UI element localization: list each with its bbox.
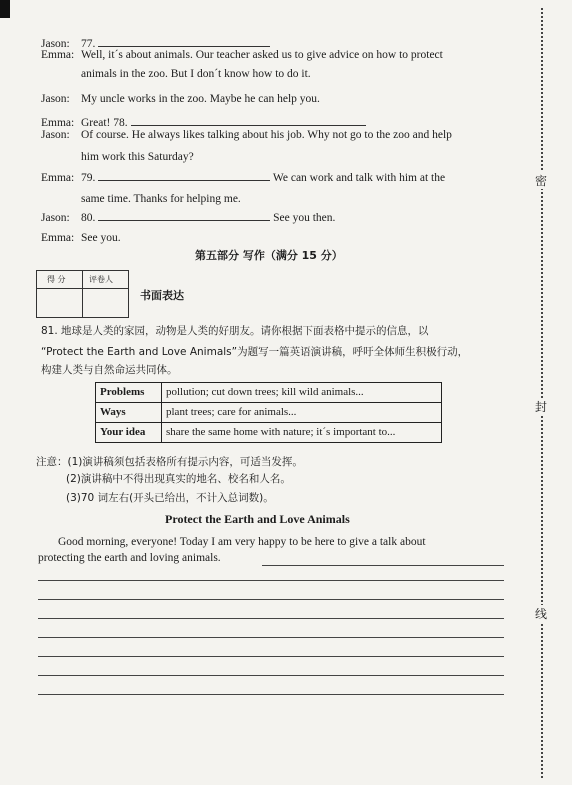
grader-input[interactable]: [84, 290, 127, 316]
score-box: [36, 270, 129, 318]
table-key: Problems: [96, 383, 162, 403]
line-text: Great! 78.: [81, 117, 128, 129]
writing-line[interactable]: [262, 565, 504, 566]
answer-blank-80[interactable]: [98, 210, 270, 221]
binding-char: 线: [532, 605, 550, 622]
speaker: Emma:: [41, 232, 75, 244]
dialogue-line-80: [41, 210, 335, 225]
speaker: Jason:: [41, 212, 70, 224]
subheading: 书面表达: [140, 289, 184, 302]
writing-line[interactable]: [38, 694, 504, 695]
table-row: [96, 383, 442, 403]
dialogue-continuation: animals in the zoo. But I don´t know how to do it.: [81, 68, 311, 80]
note-line: (3)70 词左右(开头已给出，不计入总词数)。: [66, 492, 274, 504]
line-text: My uncle works in the zoo. Maybe he can help you.: [81, 93, 320, 105]
writing-line[interactable]: [38, 599, 504, 600]
binding-dotted-line: [541, 8, 543, 778]
table-value: plant trees; care for animals...: [162, 403, 442, 423]
line-text: 80.: [81, 212, 96, 224]
dialogue-line: [41, 48, 443, 62]
speaker: Emma:: [41, 172, 75, 184]
line-text-after: We can work and talk with him at the: [272, 172, 446, 184]
writing-line[interactable]: [38, 675, 504, 676]
binding-char: 封: [532, 398, 550, 415]
note-line: (2)演讲稿中不得出现真实的地名、校名和人名。: [66, 473, 291, 485]
line-text: Of course. He always likes talking about his job. Why not go to the zoo and help: [81, 129, 452, 141]
note-line: 注意：(1)演讲稿须包括表格所有提示内容，可适当发挥。: [36, 456, 303, 468]
line-text: Well, it´s about animals. Our teacher asked us to give advice on how to protect: [81, 49, 443, 61]
essay-opening-line: Good morning, everyone! Today I am very happy to be here to give a talk about: [58, 536, 426, 548]
question-line: 81. 地球是人类的家园，动物是人类的好朋友。请你根据下面表格中提示的信息，以: [41, 325, 429, 337]
score-box-divider: [82, 271, 83, 317]
answer-blank-79[interactable]: [98, 170, 270, 181]
dialogue-line: [41, 92, 320, 106]
table-value: pollution; cut down trees; kill wild animals...: [162, 383, 442, 403]
line-text: 77.: [81, 38, 96, 50]
speaker: Jason:: [41, 129, 70, 141]
table-key: Your idea: [96, 423, 162, 443]
writing-line[interactable]: [38, 656, 504, 657]
table-row: [96, 423, 442, 443]
score-input[interactable]: [38, 290, 81, 316]
dialogue-line: [41, 231, 121, 245]
binding-char: 密: [532, 172, 550, 189]
writing-line[interactable]: [38, 580, 504, 581]
table-key: Ways: [96, 403, 162, 423]
line-text-after: See you then.: [273, 212, 336, 224]
speaker: Jason:: [41, 38, 70, 50]
speaker: Emma:: [41, 49, 75, 61]
dialogue-continuation: same time. Thanks for helping me.: [81, 193, 241, 205]
table-row: [96, 403, 442, 423]
writing-line[interactable]: [38, 637, 504, 638]
dialogue-continuation: him work this Saturday?: [81, 151, 194, 163]
score-label: 得 分: [47, 275, 66, 284]
dialogue-line: [41, 128, 452, 142]
speaker: Emma:: [41, 117, 75, 129]
essay-title: Protect the Earth and Love Animals: [165, 512, 350, 526]
prompt-table: [95, 382, 442, 443]
table-value: share the same home with nature; it´s important to...: [162, 423, 442, 443]
grader-label: 评卷人: [89, 275, 113, 284]
speaker: Jason:: [41, 93, 70, 105]
question-line: 构建人类与自然命运共同体。: [41, 364, 178, 376]
dialogue-line-79: [41, 170, 445, 185]
answer-blank-78[interactable]: [131, 115, 366, 126]
writing-line[interactable]: [38, 618, 504, 619]
line-text: See you.: [81, 232, 121, 244]
section-title: 第五部分 写作（满分 15 分）: [195, 249, 343, 262]
line-text: 79.: [81, 172, 96, 184]
question-line: “Protect the Earth and Love Animals”为题写一篇英语演讲稿，呼吁全体师生积极行动，: [41, 346, 469, 358]
essay-opening-line: protecting the earth and loving animals.: [38, 552, 221, 564]
answer-blank-77[interactable]: [98, 36, 270, 47]
